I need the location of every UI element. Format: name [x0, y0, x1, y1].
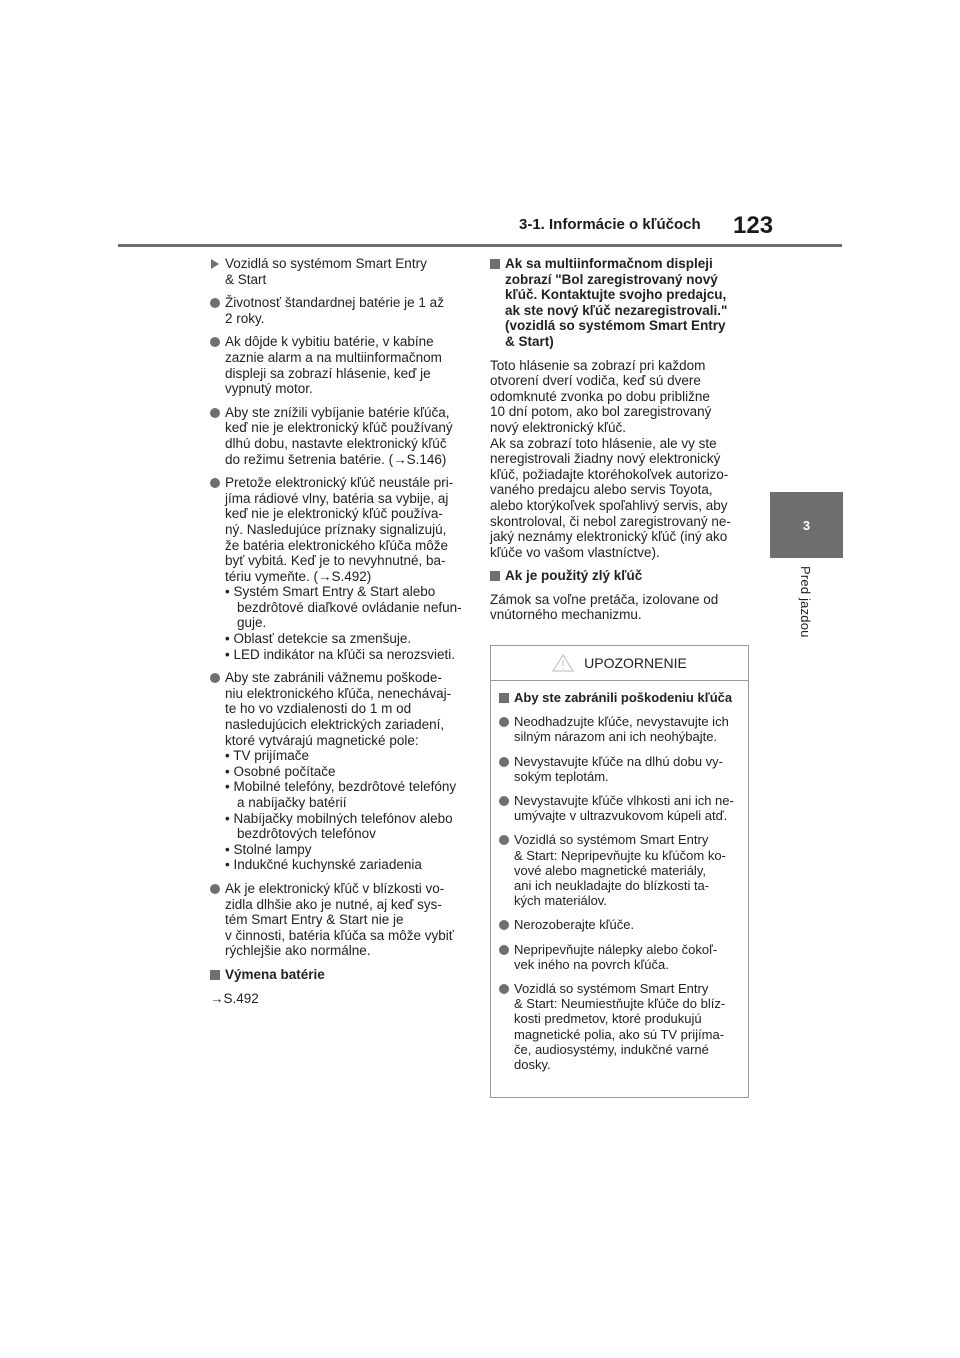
text-line: dlhú dobu, nastavte elektronický kľúč [225, 435, 447, 451]
text-line: že batéria elektronického kľúča môže [225, 537, 449, 553]
text-line: & Start: Nepripevňujte ku kľúčom ko- [514, 847, 726, 863]
text-line: nový elektronický kľúč. [490, 419, 626, 435]
sub-bullet-cont: bezdrôtových telefónov [237, 826, 376, 842]
circle-bullet-icon [499, 757, 509, 767]
text-line: jaký neznámy elektronický kľúč (iný ako [490, 529, 728, 545]
text-line: 10 dní potom, ako bol zaregistrovaný [490, 404, 712, 420]
circle-bullet-icon [499, 796, 509, 806]
left-column [210, 256, 470, 1014]
caution-title: UPOZORNENIE [584, 655, 687, 671]
text-line: Nevystavujte kľúče na dlhú dobu vy- [514, 753, 724, 769]
caution-body [491, 681, 748, 1072]
text-line: sokým teplotám. [514, 768, 609, 784]
text-line: Životnosť štandardnej batérie je 1 až [225, 295, 444, 311]
text-line: & Start: Neumiestňujte kľúče do blíz- [514, 996, 726, 1012]
circle-bullet-icon [499, 984, 509, 994]
text-line: Aby ste znížili vybíjanie batérie kľúča, [225, 404, 450, 420]
text-line: Zámok sa voľne pretáča, izolovane od [490, 591, 719, 607]
list-item-battery-saving [210, 405, 470, 467]
heading-new-key-registered [490, 256, 752, 350]
square-bullet-icon [499, 693, 509, 703]
list-item-battery-alarm [210, 334, 470, 396]
section-title: 3-1. Informácie o kľúčoch [519, 216, 701, 233]
text-line: tériu vymeňte. (→S.492) [225, 568, 372, 584]
paragraph-wrong-key [490, 592, 752, 623]
paragraph-registration-message [490, 358, 752, 561]
text-line: magnetické polia, ako sú TV prijíma- [514, 1026, 725, 1042]
text-line: vek iného na povrch kľúča. [514, 956, 669, 972]
caution-item [499, 754, 740, 784]
warning-triangle-icon [552, 654, 574, 672]
heading-wrong-key [490, 568, 752, 584]
list-item-magnetic-fields [210, 670, 470, 873]
text-line: (vozidlá so systémom Smart Entry [505, 318, 726, 334]
caution-item [499, 714, 740, 744]
caution-item [499, 917, 740, 932]
sub-bullet: • LED indikátor na kľúči sa nerozsvieti. [225, 646, 456, 662]
text-line: Toto hlásenie sa zobrazí pri každom [490, 357, 706, 373]
reference-link[interactable]: →S.492 [210, 990, 259, 1006]
caution-item [499, 793, 740, 823]
list-item-key-near-vehicle [210, 881, 470, 959]
text-line: Vozidlá so systémom Smart Entry [514, 832, 709, 848]
text-line: alebo ktorýkoľvek spoľahlivý servis, aby [490, 497, 728, 513]
text-line: keď nie je elektronický kľúč používaný [225, 420, 453, 436]
text-line: Ak dôjde k vybitiu batérie, v kabíne [225, 334, 434, 350]
text-line: ak ste nový kľúč nezaregistrovali." [505, 302, 728, 318]
circle-bullet-icon [210, 298, 220, 308]
text-line: otvorení dverí vodiča, keď sú dvere [490, 373, 701, 389]
text-line: zaznie alarm a na multiinformačnom [225, 349, 442, 365]
chapter-number: 3 [802, 517, 811, 533]
list-item-smart-entry-note [210, 256, 470, 287]
text-line: kých materiálov. [514, 893, 607, 909]
text-line: kľúč. Kontaktujte svojho predajcu, [505, 287, 727, 303]
sub-bullet: • Stolné lampy [225, 841, 312, 857]
circle-bullet-icon [499, 920, 509, 930]
triangle-bullet-icon [211, 259, 219, 269]
text-line: displeji sa zobrazí hlásenie, keď je [225, 365, 431, 381]
page-number: 123 [733, 212, 774, 239]
heading-text: Aby ste zabránili poškodeniu kľúča [514, 690, 733, 705]
text-line: Nepripevňujte nálepky alebo čokoľ- [514, 941, 718, 957]
circle-bullet-icon [210, 478, 220, 488]
text-line: če, audiosystémy, indukčné varné [514, 1041, 709, 1057]
text-line: te ho vo vzdialenosti do 1 m od [225, 701, 412, 717]
text-line: neregistrovali žiadny nový elektronický [490, 451, 721, 467]
sub-bullet-cont: a nabíjačky batérií [237, 795, 347, 810]
sub-bullet: • Mobilné telefóny, bezdrôtové telefóny [225, 779, 457, 795]
text-line: ktoré vytvárajú magnetické pole: [225, 732, 419, 748]
text-line: Pretože elektronický kľúč neustále pri- [225, 475, 454, 491]
header-divider [118, 244, 842, 247]
circle-bullet-icon [210, 673, 220, 683]
caution-header [491, 646, 748, 681]
caution-box [490, 645, 749, 1098]
circle-bullet-icon [499, 835, 509, 845]
sub-bullet: • Systém Smart Entry & Start alebo [225, 584, 436, 600]
sub-bullet: • Indukčné kuchynské zariadenia [225, 857, 422, 873]
text-line: skontroloval, či nebol zaregistrovaný ne- [490, 513, 731, 529]
text-line: Ak sa multiinformačnom displeji [505, 256, 713, 271]
circle-bullet-icon [210, 884, 220, 894]
text-line: & Start) [505, 333, 554, 349]
list-item-battery-drain [210, 475, 470, 662]
sub-bullet: • TV prijímače [225, 748, 309, 764]
text-line: Ak sa zobrazí toto hlásenie, ale vy ste [490, 435, 717, 451]
text-line: Aby ste zabránili vážnemu poškode- [225, 670, 442, 686]
chapter-tab [770, 492, 843, 558]
text-line: odomknuté zvonka po dobu približne [490, 388, 710, 404]
text-line: keď nie je elektronický kľúč používa- [225, 506, 443, 522]
caution-heading [499, 690, 740, 705]
sub-bullet: • Osobné počítače [225, 763, 336, 779]
caution-item [499, 981, 740, 1072]
text-line: zidla dlhšie ako je nutné, aj keď sys- [225, 896, 442, 912]
text-line: Vozidlá so systémom Smart Entry [225, 256, 427, 271]
square-bullet-icon [490, 259, 500, 269]
circle-bullet-icon [499, 945, 509, 955]
right-column [490, 256, 752, 631]
sub-bullet: • Oblasť detekcie sa zmenšuje. [225, 631, 412, 647]
circle-bullet-icon [210, 408, 220, 418]
sub-bullet-cont: bezdrôtové diaľkové ovládanie nefun- [237, 599, 462, 615]
chapter-label: Pred jazdou [798, 566, 813, 638]
text-line: vypnutý motor. [225, 381, 313, 397]
sub-bullet: • Nabíjačky mobilných telefónov alebo [225, 810, 453, 826]
text-line: v činnosti, batéria kľúča sa môže vybiť [225, 927, 454, 943]
square-bullet-icon [210, 970, 220, 980]
heading-text: Výmena batérie [225, 966, 325, 982]
text-line: kľúče vo vašom vlastníctve). [490, 544, 660, 560]
text-line: & Start [225, 271, 267, 287]
text-line: Nerozoberajte kľúče. [514, 917, 635, 933]
text-line: vové alebo magnetické materiály, [514, 862, 706, 878]
text-line: kľúč, požiadajte ktoréhokoľvek autorizo- [490, 466, 729, 482]
heading-battery-replacement [210, 967, 470, 983]
text-line: ani ich neukladajte do blízkosti ta- [514, 878, 710, 894]
text-line: do režimu šetrenia batérie. (→S.146) [225, 451, 447, 467]
caution-item [499, 832, 740, 908]
text-line: rýchlejšie ako normálne. [225, 943, 371, 959]
list-item-battery-life [210, 295, 470, 326]
caution-item [499, 942, 740, 972]
text-line: Neodhadzujte kľúče, nevystavujte ich [514, 714, 729, 730]
circle-bullet-icon [210, 337, 220, 347]
text-line: niu elektronického kľúča, nenechávaj- [225, 685, 452, 701]
text-line: umývajte v ultrazvukovom kúpeli atď. [514, 808, 728, 824]
text-line: ný. Nasledujúce príznaky signalizujú, [225, 521, 447, 537]
text-line: vnútorného mechanizmu. [490, 607, 642, 623]
circle-bullet-icon [499, 717, 509, 727]
text-line: tém Smart Entry & Start nie je [225, 912, 404, 928]
sub-bullet-cont: guje. [237, 615, 267, 631]
text-line: nasledujúcich elektrických zariadení, [225, 717, 445, 733]
text-line: Vozidlá so systémom Smart Entry [514, 981, 709, 997]
text-line: Nevystavujte kľúče vlhkosti ani ich ne- [514, 793, 734, 809]
text-line: Ak je elektronický kľúč v blízkosti vo- [225, 880, 445, 896]
heading-text: Ak je použitý zlý kľúč [505, 568, 643, 584]
text-line: zobrazí "Bol zaregistrovaný nový [505, 271, 718, 287]
square-bullet-icon [490, 571, 500, 581]
text-line: vaného predajcu alebo servis Toyota, [490, 482, 713, 498]
text-line: dosky. [514, 1057, 551, 1073]
text-line: byť vybitá. Keď je to nevyhnutné, ba- [225, 553, 446, 569]
text-line: 2 roky. [225, 310, 265, 326]
text-line: silným nárazom ani ich neohýbajte. [514, 729, 718, 745]
text-line: kosti predmetov, ktoré produkujú [514, 1011, 702, 1027]
text-line: jíma rádiové vlny, batéria sa vybije, aj [225, 490, 449, 506]
